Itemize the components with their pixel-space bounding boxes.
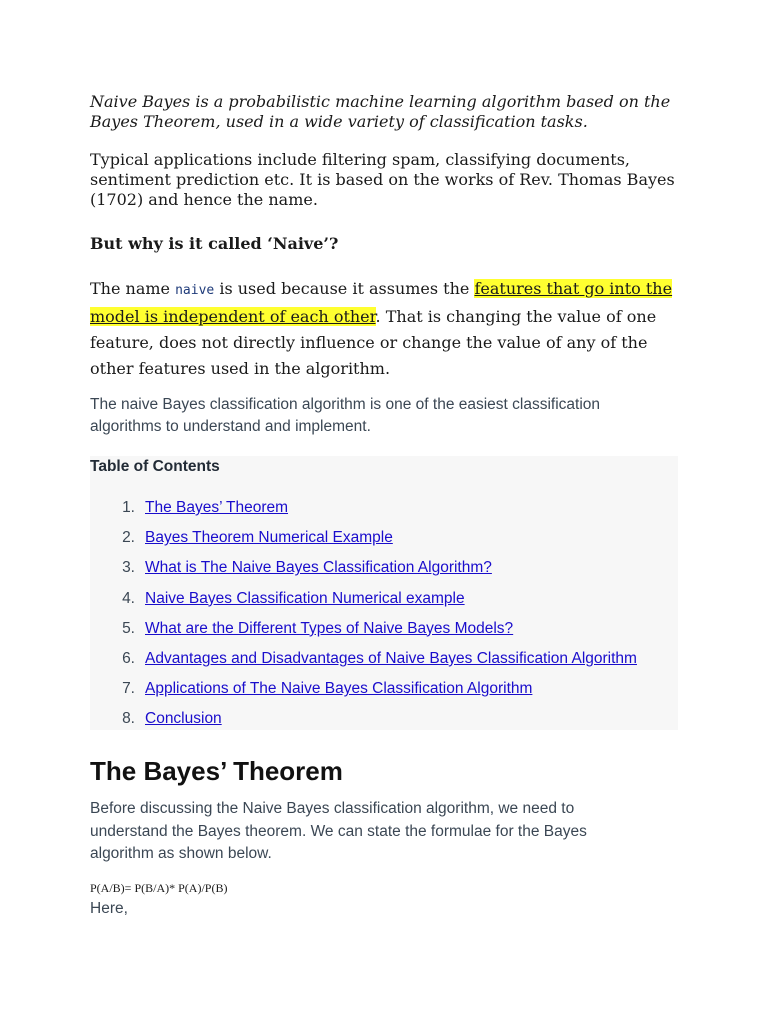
naive-para-start: The name <box>90 279 176 298</box>
toc-item <box>90 677 637 707</box>
toc-item <box>90 556 637 586</box>
toc-number: 8. <box>122 710 135 728</box>
toc-number: 1. <box>122 499 135 516</box>
toc-link-classification-numerical-example[interactable]: Naive Bayes Classification Numerical example <box>145 589 465 607</box>
toc-item <box>90 707 637 737</box>
toc-list <box>90 496 637 738</box>
toc-number: 6. <box>122 649 135 667</box>
naive-explanation-paragraph <box>90 276 680 382</box>
bayes-formula: P(A/B)= P(B/A)* P(A)/P(B) <box>90 881 228 895</box>
toc-number: 2. <box>122 529 135 547</box>
here-text: Here, <box>90 900 128 917</box>
naive-code-word: naive <box>175 283 215 298</box>
toc-number: 7. <box>122 680 135 698</box>
independence-highlight: features that go into the model is independent of each other <box>90 279 673 326</box>
toc-item <box>90 647 637 677</box>
why-naive-heading: But why is it called ‘Naive’? <box>90 234 339 253</box>
toc-link-advantages-disadvantages[interactable]: Advantages and Disadvantages of Naive Bayes Classification Algorithm <box>145 649 637 667</box>
toc-link-types-of-models[interactable]: What are the Different Types of Naive Bayes Models? <box>145 619 514 637</box>
toc-link-what-is-naive-bayes[interactable]: What is The Naive Bayes Classification Algorithm? <box>145 559 492 577</box>
toc-link-applications[interactable]: Applications of The Naive Bayes Classification Algorithm <box>145 680 533 698</box>
toc-link-numerical-example[interactable]: Bayes Theorem Numerical Example <box>145 529 393 547</box>
table-of-contents <box>90 456 678 730</box>
toc-number: 3. <box>122 559 135 577</box>
toc-link-bayes-theorem[interactable]: The Bayes’ Theorem <box>145 499 289 516</box>
toc-title: Table of Contents <box>90 458 220 475</box>
toc-item <box>90 617 637 647</box>
toc-number: 5. <box>122 619 135 637</box>
bayes-intro-paragraph: Before discussing the Naive Bayes classification algorithm, we need to understand the Bayes theorem. We can state the formulae for the Bayes algorithm as shown below. <box>90 800 587 862</box>
toc-link-conclusion[interactable]: Conclusion <box>145 710 222 728</box>
toc-item <box>90 587 637 617</box>
bayes-theorem-heading: The Bayes’ Theorem <box>90 756 343 786</box>
toc-item <box>90 526 637 556</box>
toc-item <box>90 496 637 526</box>
toc-number: 4. <box>122 589 135 607</box>
applications-paragraph: Typical applications include filtering spam, classifying documents, sentiment prediction etc. It is based on the works of Rev. Thomas Bayes (1702) and hence the name. <box>90 150 675 209</box>
intro-paragraph: Naive Bayes is a probabilistic machine learning algorithm based on the Bayes Theorem, used in a wide variety of classification tasks. <box>90 92 671 131</box>
naive-para-end: . That is changing the value of one feature, does not directly influence or change the value of any of the other features used in the algorithm. <box>90 307 657 378</box>
easiest-paragraph: The naive Bayes classification algorithm is one of the easiest classification algorithms to understand and implement. <box>90 396 601 435</box>
naive-para-mid: is used because it assumes the <box>214 279 475 298</box>
